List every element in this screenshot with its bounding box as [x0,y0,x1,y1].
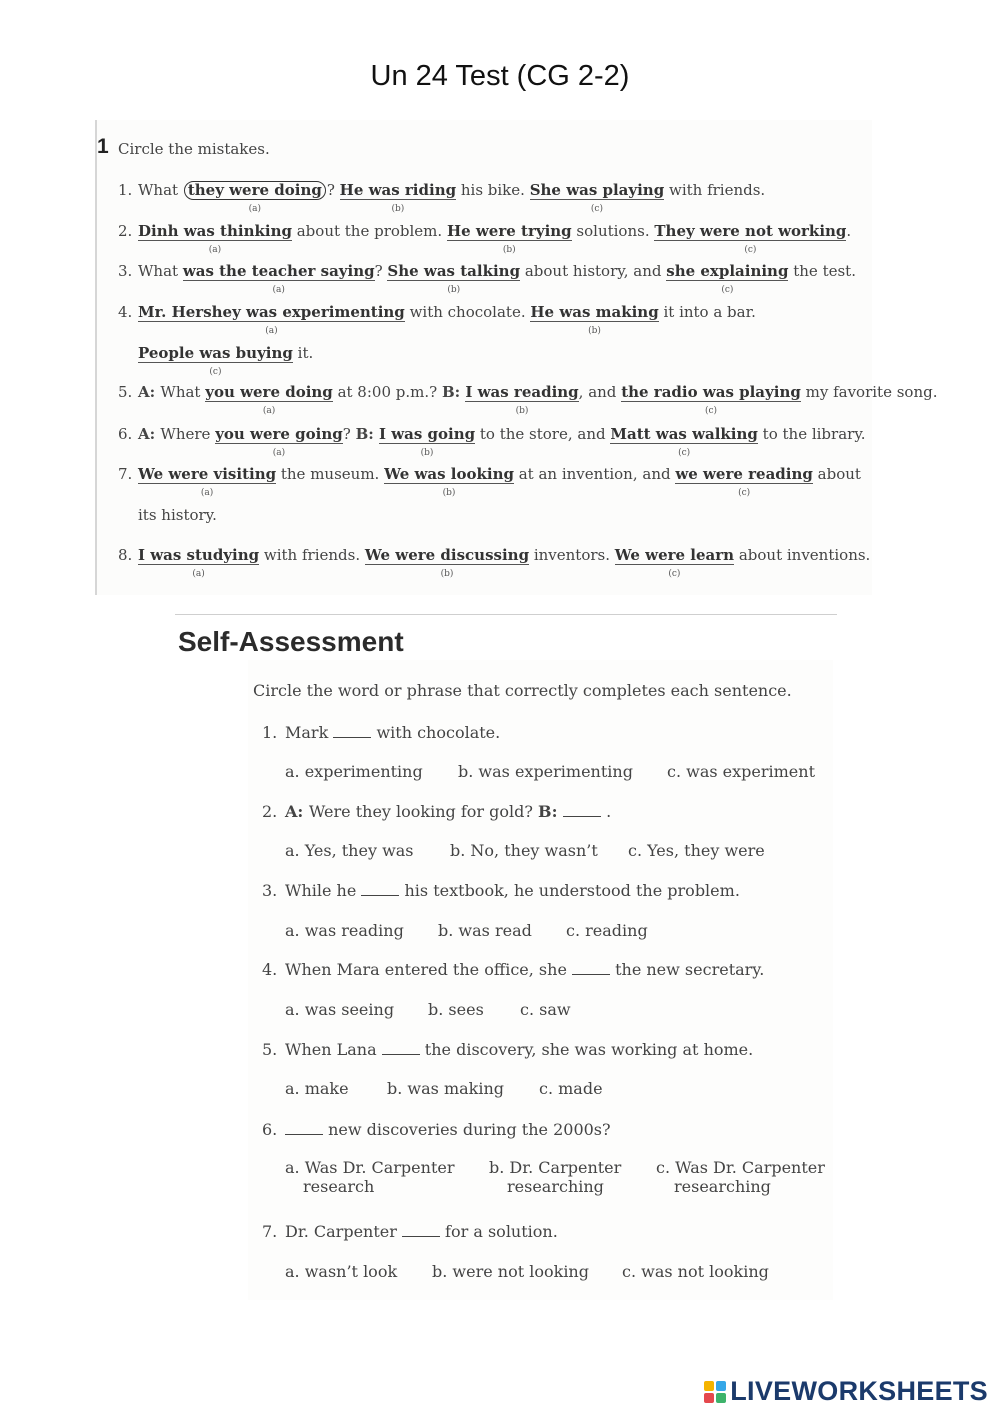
sentence-text: ? [326,181,340,199]
option-letter: (a) [262,406,276,416]
option-text: b. were not looking [432,1262,589,1281]
underlined-phrase: He was riding (b) [340,182,456,200]
option-letter: (c) [590,204,603,214]
option-letter: (c) [678,448,691,458]
option-text: b. was making [387,1079,505,1098]
answer-option[interactable] [285,1000,394,1019]
underlined-phrase: He were trying (b) [447,223,572,241]
option-text: c. saw [520,1000,571,1019]
self-assessment-instruction: Circle the word or phrase that correctly completes each sentence. [253,681,792,700]
underlined-phrase: I was studying (a) [138,547,259,565]
option-letter: (b) [420,448,434,458]
sentence-text: When Lana [285,1040,382,1059]
question [262,880,740,900]
sentence-text: at 8:00 p.m.? [332,383,442,401]
sentence-text: with chocolate. [404,303,531,321]
option-letter: (b) [391,204,405,214]
answer-blank [402,1221,440,1237]
option-text: a. experimenting [285,762,423,781]
option-letter: (b) [515,406,529,416]
question-number: 7. [262,1222,278,1241]
item-number: 6. [118,425,133,443]
option-text: a. was seeing [285,1000,395,1019]
sentence-text: Mark [285,723,334,742]
item-number: 7. [118,465,133,483]
option-text: researching [674,1177,771,1196]
exercise-item [118,424,866,458]
exercise-item-continued [138,505,217,525]
option-text: c. made [539,1079,603,1098]
item-number: 1. [118,181,133,199]
underlined-phrase: We was looking (b) [384,466,514,484]
sentence-text: about inventions. [734,546,871,564]
underlined-phrase: She was talking (b) [387,263,520,281]
sentence-text: its history. [138,506,217,524]
underlined-phrase: We were discussing (b) [365,547,529,565]
sentence-text: Dr. Carpenter [285,1222,402,1241]
option-text: c. was experiment [667,762,816,781]
exercise-item [118,221,852,255]
sentence-text: the test. [788,262,856,280]
sentence-text: his textbook, he understood the problem. [399,881,740,900]
sentence-text: the new secretary. [610,960,765,979]
speaker-label: A: [285,802,309,821]
sentence-text: ? [374,262,388,280]
underlined-phrase: I was going (b) [379,426,475,444]
item-number: 2. [118,222,133,240]
underlined-phrase: was the teacher saying (a) [183,263,375,281]
option-letter: (c) [738,488,751,498]
sentence-text: to the store, and [475,425,611,443]
sentence-text: ? [342,425,356,443]
exercise-item [118,382,938,416]
self-assessment-scan [248,660,833,1300]
sentence-text: What [138,181,183,199]
option-letter: (a) [248,204,262,214]
answer-option[interactable] [428,1000,484,1019]
underlined-phrase: Matt was walking (c) [610,426,758,444]
exercise-number: 1 [97,135,109,158]
option-letter: (b) [447,285,461,295]
sentence-text: new discoveries during the 2000s? [323,1120,611,1139]
exercise-item-continued [138,343,314,377]
logo-tile-icon [704,1393,714,1403]
answer-option[interactable] [566,921,648,940]
underlined-phrase: We were learn (c) [615,547,734,565]
answer-option[interactable] [520,1000,571,1019]
sentence-text: to the library. [757,425,866,443]
brand-name: LIVEWORKSHEETS [730,1376,988,1406]
option-letter: (a) [272,285,285,295]
answer-option[interactable] [285,1262,397,1281]
answer-option[interactable] [438,921,532,940]
sentence-text: the museum. [276,465,385,483]
sentence-text: about the problem. [291,222,447,240]
sentence-text: . [846,222,852,240]
option-letter: (b) [588,326,601,336]
question-number: 1. [262,723,278,742]
option-text: c. Was Dr. Carpenter [656,1158,825,1177]
option-text: a. Was Dr. Carpenter [285,1158,455,1177]
option-letter: (c) [668,569,681,579]
option-letter: (a) [265,326,278,336]
underlined-phrase: the radio was playing (c) [621,384,801,402]
liveworksheets-logo-icon [704,1381,726,1403]
underlined-phrase: She was playing (c) [530,182,665,200]
item-number: 8. [118,546,133,564]
answer-blank [563,801,601,817]
question [262,801,611,821]
answer-option[interactable] [628,841,765,860]
option-letter: (b) [502,245,516,255]
sentence-text: with friends. [259,546,365,564]
answer-blank [382,1039,420,1055]
sentence-text: the discovery, she was working at home. [419,1040,754,1059]
underlined-phrase: you were going (a) [215,426,343,444]
sentence-text: it. [292,344,314,362]
option-text: b. No, they wasn’t [450,841,598,860]
question [262,959,764,979]
underlined-phrase: she explaining (c) [666,263,788,281]
question-number: 3. [262,881,278,900]
underlined-phrase: I was reading (b) [465,384,578,402]
answer-option[interactable] [489,1158,621,1196]
question-number: 2. [262,802,278,821]
answer-option[interactable] [285,762,423,781]
option-text: c. was not looking [622,1262,769,1281]
underlined-phrase: People was buying (c) [138,345,293,363]
sentence-text: When Mara entered the office, she [285,960,572,979]
underlined-phrase: we were reading (c) [675,466,813,484]
speaker-label: A: [138,425,161,443]
option-text: a. wasn’t look [285,1262,398,1281]
sentence-text: . [601,802,612,821]
option-letter: (b) [440,569,454,579]
answer-option[interactable] [667,762,815,781]
underlined-phrase: He was making (b) [530,304,658,322]
sentence-text: about [812,465,861,483]
option-text: b. was read [438,921,532,940]
logo-tile-icon [704,1381,714,1391]
answer-blank [572,959,610,975]
sentence-text: with chocolate. [371,723,501,742]
exercise-item [118,302,756,336]
option-text: a. was reading [285,921,404,940]
underlined-phrase: Dinh was thinking (a) [138,223,292,241]
sentence-text: for a solution. [439,1222,558,1241]
answer-option[interactable] [656,1158,825,1196]
sentence-text: with friends. [664,181,766,199]
exercise-item [118,180,766,214]
exercise-item [118,261,856,295]
question-number: 5. [262,1040,278,1059]
answer-option[interactable] [285,1079,349,1098]
underlined-phrase: you were doing (a) [205,384,333,402]
sentence-text: While he [285,881,362,900]
option-text: a. make [285,1079,349,1098]
page-title: Un 24 Test (CG 2-2) [370,60,630,92]
speaker-label: A: [138,383,161,401]
option-letter: (a) [272,448,286,458]
sentence-text: Where [160,425,216,443]
sentence-text: What [160,383,206,401]
underlined-phrase: Mr. Hershey was experimenting (a) [138,304,405,322]
exercise-item [118,464,861,498]
answer-option[interactable] [432,1262,589,1281]
option-letter: (b) [442,488,456,498]
sentence-text: his bike. [456,181,530,199]
speaker-label: B: [441,383,466,401]
sentence-text: Were they looking for gold? [308,802,539,821]
logo-tile-icon [716,1381,726,1391]
answer-option[interactable] [539,1079,603,1098]
speaker-label: B: [538,802,564,821]
option-letter: (c) [744,245,757,255]
sentence-text: solutions. [571,222,655,240]
answer-option[interactable] [285,921,404,940]
exercise-instruction: Circle the mistakes. [118,140,270,158]
item-number: 3. [118,262,133,280]
option-text: research [303,1177,375,1196]
answer-option[interactable] [387,1079,504,1098]
sentence-text: What [138,262,183,280]
exercise-item [118,545,871,579]
self-assessment-title: Self-Assessment [178,626,404,657]
answer-option[interactable] [458,762,633,781]
item-number: 5. [118,383,133,401]
liveworksheets-logo [704,1376,988,1407]
option-letter: (c) [209,367,222,377]
option-letter: (c) [704,406,718,416]
option-letter: (a) [192,569,205,579]
option-text: c. Yes, they were [628,841,765,860]
speaker-label: B: [355,425,379,443]
answer-option[interactable] [285,841,414,860]
option-letter: (a) [200,488,214,498]
answer-option[interactable] [622,1262,769,1281]
underlined-phrase: They were not working (c) [654,223,846,241]
sentence-text: , and [578,383,622,401]
question [262,1119,611,1139]
option-text: c. reading [566,921,648,940]
question [262,722,500,742]
answer-option[interactable] [450,841,598,860]
answer-option[interactable] [285,1158,454,1196]
option-text: researching [507,1177,604,1196]
question-number: 6. [262,1120,278,1139]
question [262,1221,558,1241]
sentence-text: my favorite song. [800,383,938,401]
answer-blank [333,722,371,738]
answer-blank [361,880,399,896]
option-text: b. Dr. Carpenter [489,1158,622,1177]
sentence-text: at an invention, and [513,465,676,483]
underlined-phrase: We were visiting (a) [138,466,276,484]
section-divider [175,614,837,615]
sentence-text: it into a bar. [658,303,756,321]
option-letter: (c) [721,285,734,295]
item-number: 4. [118,303,133,321]
sentence-text: inventors. [529,546,615,564]
question [262,1039,753,1059]
sentence-text: about history, and [520,262,667,280]
option-text: b. was experimenting [458,762,633,781]
option-text: b. sees [428,1000,484,1019]
option-letter: (a) [208,245,222,255]
logo-tile-icon [716,1393,726,1403]
answer-blank [285,1119,323,1135]
question-number: 4. [262,960,278,979]
underlined-phrase: they were doing (a) [184,181,326,200]
option-text: a. Yes, they was [285,841,414,860]
